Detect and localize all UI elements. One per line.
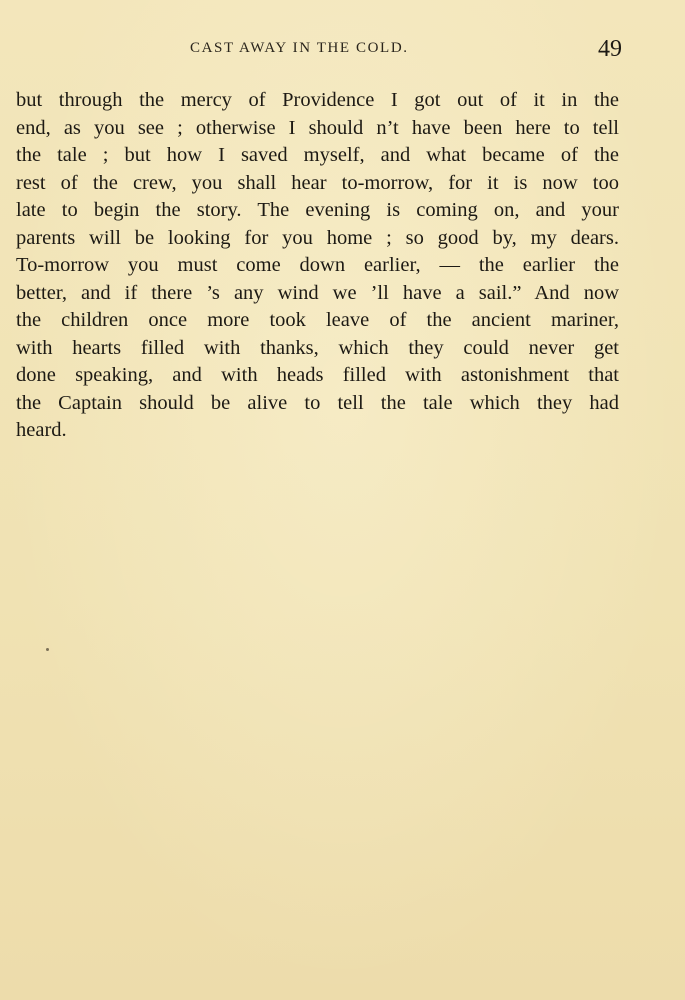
text-line: the tale ; but how I saved myself, and what became of the xyxy=(16,144,619,166)
text-line: the children once more took leave of the ancient mariner, xyxy=(16,309,619,331)
text-line-last: heard. xyxy=(16,419,67,441)
running-title: CAST AWAY IN THE COLD. xyxy=(190,40,409,56)
text-line: end, as you see ; otherwise I should n’t have been here to tell xyxy=(16,116,619,139)
text-line: late to begin the story. The evening is coming on, and your xyxy=(16,199,619,221)
text-line: rest of the crew, you shall hear to-morrow, for it is now too xyxy=(16,171,619,194)
text-line: with hearts filled with thanks, which they could never get xyxy=(16,336,619,359)
text-line: better, and if there ’s any wind we ’ll have a sail.” And now xyxy=(16,281,619,304)
page-number: 49 xyxy=(598,36,622,62)
text-line: but through the mercy of Providence I got out of it in the xyxy=(16,89,619,111)
body-text xyxy=(16,87,619,445)
paper-speck xyxy=(46,648,49,651)
text-line: To-morrow you must come down earlier, — the earlier the xyxy=(16,254,619,276)
text-line: done speaking, and with heads filled with astonishment that xyxy=(16,364,619,386)
text-line: the Captain should be alive to tell the tale which they had xyxy=(16,391,619,414)
text-line: parents will be looking for you home ; so good by, my dears. xyxy=(16,226,619,249)
